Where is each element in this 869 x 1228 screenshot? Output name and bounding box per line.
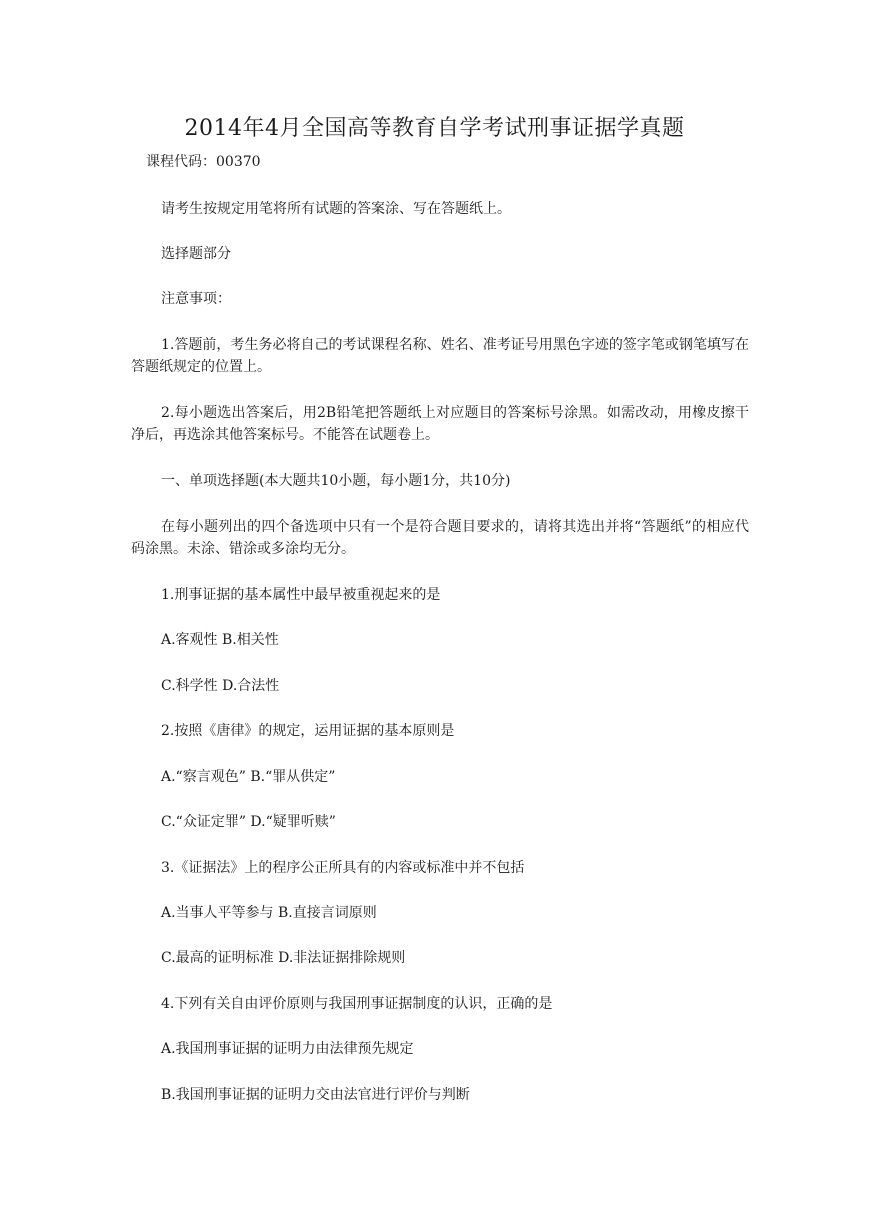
question-4: 4.下列有关自由评价原则与我国刑事证据制度的认识，正确的是 — [161, 996, 553, 1012]
note-1: 1.答题前，考生务必将自己的考试课程名称、姓名、准考证号用黑色字迹的签字笔或钢笔填写在答题纸规定的位置上。 — [131, 337, 749, 375]
question-1: 1.刑事证据的基本属性中最早被重视起来的是 — [161, 587, 441, 603]
question-2: 2.按照《唐律》的规定，运用证据的基本原则是 — [161, 723, 455, 739]
question-1-options-ab: A.客观性 B.相关性 — [161, 632, 279, 648]
question-4-option-b: B.我国刑事证据的证明力交由法官进行评价与判断 — [161, 1087, 470, 1103]
question-2-options-cd: C.“众证定罪” D.“疑罪听赎” — [161, 814, 336, 830]
question-3-options-ab: A.当事人平等参与 B.直接言词原则 — [161, 905, 377, 921]
question-1-options-cd: C.科学性 D.合法性 — [161, 678, 280, 694]
question-3: 3.《证据法》上的程序公正所具有的内容或标准中并不包括 — [161, 860, 525, 876]
question-4-option-a: A.我国刑事证据的证明力由法律预先规定 — [161, 1041, 414, 1057]
course-code: 课程代码：00370 — [146, 154, 261, 170]
part1-heading: 一、单项选择题(本大题共10小题，每小题1分，共10分) — [161, 473, 511, 489]
section-label: 选择题部分 — [161, 246, 231, 262]
question-2-options-ab: A.“察言观色” B.“罪从供定” — [161, 769, 336, 785]
notes-label: 注意事项： — [161, 291, 231, 307]
question-3-options-cd: C.最高的证明标准 D.非法证据排除规则 — [161, 950, 406, 966]
note-2: 2.每小题选出答案后，用2B铅笔把答题纸上对应题目的答案标号涂黑。如需改动，用橡皮擦干净后，再选涂其他答案标号。不能答在试题卷上。 — [131, 405, 749, 443]
part1-description: 在每小题列出的四个备选项中只有一个是符合题目要求的，请将其选出并将“答题纸”的相应代码涂黑。未涂、错涂或多涂均无分。 — [131, 519, 749, 557]
instruction: 请考生按规定用笔将所有试题的答案涂、写在答题纸上。 — [161, 201, 511, 217]
page-title: 2014年4月全国高等教育自学考试刑事证据学真题 — [184, 116, 685, 141]
